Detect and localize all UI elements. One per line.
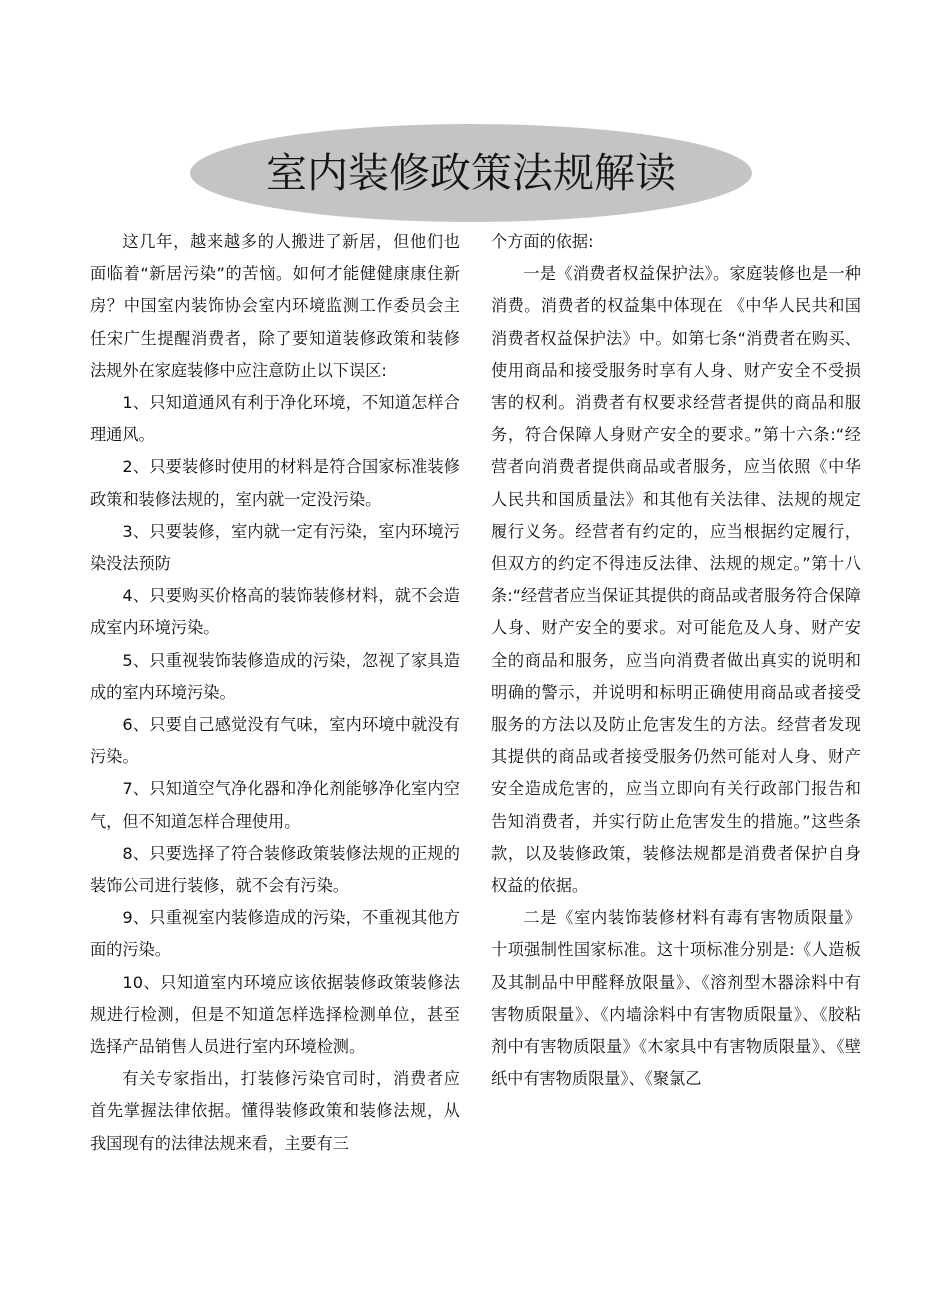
list-item: 4、只要购买价格高的装饰装修材料，就不会造成室内环境污染。 [90, 586, 460, 638]
paragraph: 这几年，越来越多的人搬进了新居，但他们也面临着“新居污染”的苦恼。如何才能健健康康住新房？中国室内装饰协会室内环境监测工作委员会主任宋广生提醒消费者，除了要知道装修政策和装修法规外在家庭装修中应注意防止以下误区: [90, 232, 460, 380]
list-item: 6、只要自己感觉没有气味，室内环境中就没有污染。 [90, 715, 460, 767]
paragraph: 个方面的依据: [491, 232, 594, 251]
page-title: 室内装修政策法规解读 [266, 148, 676, 197]
list-item: 5、只重视装饰装修造成的污染，忽视了家具造成的室内环境污染。 [90, 650, 460, 702]
right-column [491, 226, 861, 1095]
list-item: 1、只知道通风有利于净化环境，不知道怎样合理通风。 [90, 393, 460, 445]
paragraph: 一是《消费者权益保护法》。家庭装修也是一种消费。消费者的权益集中体现在 《中华人民共和国消费者权益保护法》中。如第七条“消费者在购买、使用商品和接受服务时享有人身、财产安全不受损害的权利。消费者有权要求经营者提供的商品和服务，符合保障人身财产安全的要求。”第十六条:“经营者向消费者提供商品或者服务，应当依照《中华人民共和国质量法》和其他有关法律、法规的规定履行义务。经营者有约定的，应当根据约定履行，但双方的约定不得违反法律、法规的规定。”第十八条:“经营者应当保证其提供的商品或者服务符合保障人身、财产安全的要求。对可能危及人身、财产安全的商品和服务，应当向消费者做出真实的说明和明确的警示，并说明和标明正确使用商品或者接受服务的方法以及防止危害发生的方法。经营者发现其提供的商品或者接受服务仍然可能对人身、财产安全造成危害的，应当立即向有关行政部门报告和告知消费者，并实行防止危害发生的措施。”这些条款，以及装修政策，装修法规都是消费者保护自身权益的依据。 [491, 264, 861, 896]
list-item: 3、只要装修，室内就一定有污染，室内环境污染没法预防 [90, 521, 460, 574]
list-item: 8、只要选择了符合装修政策装修法规的正规的装饰公司进行装修，就不会有污染。 [90, 843, 460, 896]
list-item: 10、只知道室内环境应该依据装修政策装修法规进行检测，但是不知道怎样选择检测单位，甚至选择产品销售人员进行室内环境检测。 [90, 972, 460, 1057]
list-item: 9、只重视室内装修造成的污染，不重视其他方面的污染。 [90, 908, 460, 960]
list-item: 7、只知道空气净化器和净化剂能够净化室内空气，但不知道怎样合理使用。 [90, 779, 460, 831]
paragraph: 二是《室内装饰装修材料有毒有害物质限量》十项强制性国家标准。这十项标准分别是:《人造板及其制品中甲醛释放限量》、《溶剂型木器涂料中有害物质限量》、《内墙涂料中有害物质限量》、《胶粘剂中有害物质限量》《木家具中有害物质限量》、《壁纸中有害物质限量》、《聚氯乙 [491, 908, 861, 1089]
list-item: 2、只要装修时使用的材料是符合国家标准装修政策和装修法规的，室内就一定没污染。 [90, 457, 460, 509]
paragraph: 有关专家指出，打装修污染官司时，消费者应首先掌握法律依据。懂得装修政策和装修法规，从我国现有的法律法规来看，主要有三 [90, 1069, 460, 1153]
left-column [90, 226, 460, 1160]
